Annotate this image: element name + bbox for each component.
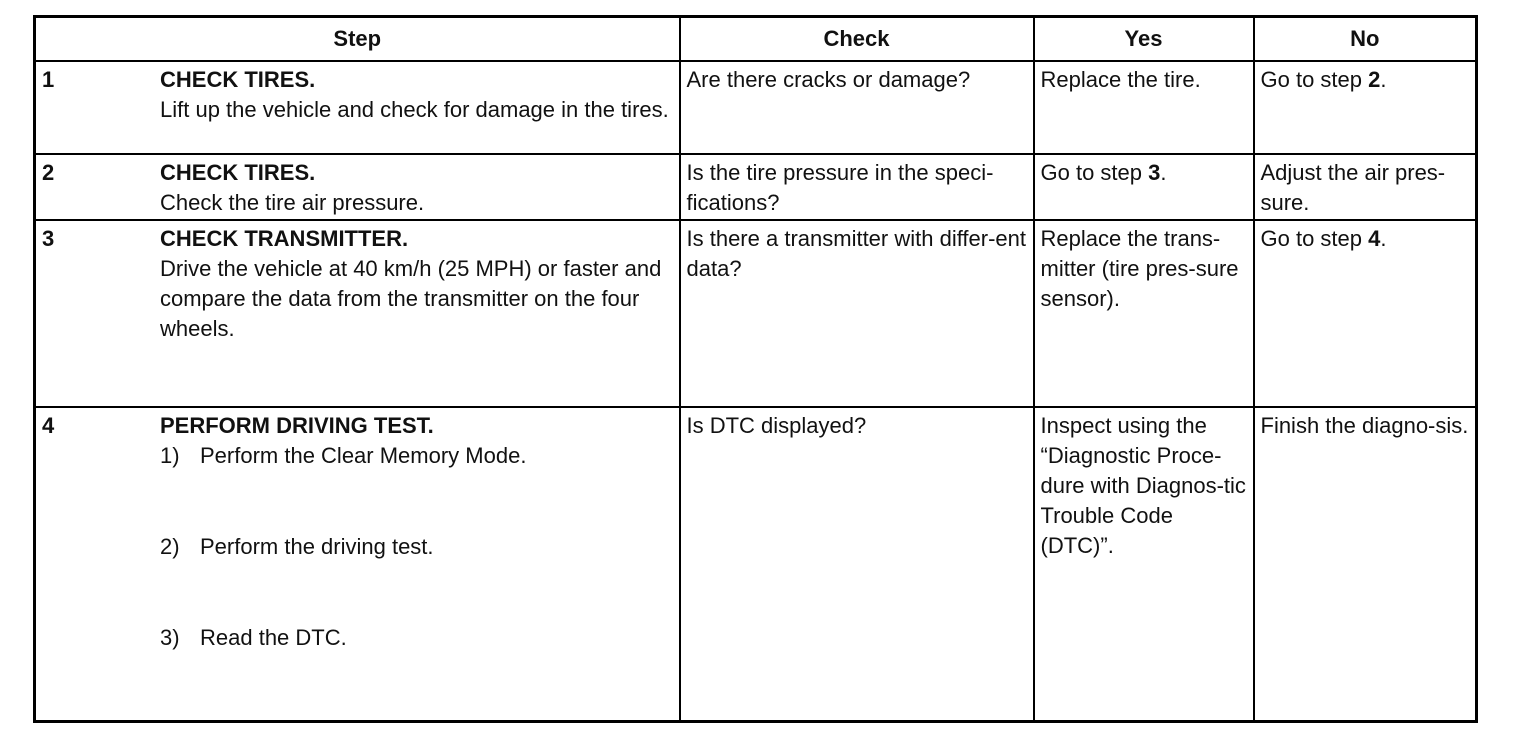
step-title: CHECK TRANSMITTER. (160, 226, 409, 252)
substep-number: 2) (160, 533, 180, 559)
step-cell (35, 407, 680, 722)
step-detail: Lift up the vehicle and check for damage in the tires. (160, 97, 669, 122)
step-cell (35, 154, 680, 220)
step-number: 2 (42, 160, 55, 186)
substep-item (160, 623, 673, 653)
header-no: No (1254, 17, 1477, 62)
no-step-ref: 4 (1368, 226, 1381, 252)
check-cell: Are there cracks or damage? (680, 61, 1034, 154)
no-suffix: . (1380, 226, 1387, 252)
yes-text: Go to step (1040, 160, 1149, 186)
substep-text: Perform the Clear Memory Mode. (200, 442, 527, 468)
substep-number: 3) (160, 624, 180, 650)
substep-text: Perform the driving test. (200, 533, 434, 559)
yes-cell: Inspect using the “Diagnostic Proce-dure with Diagnos-tic Trouble Code (DTC)”. (1034, 407, 1254, 722)
step-title: CHECK TIRES. (160, 67, 316, 92)
no-cell (1254, 220, 1477, 407)
step-number: 3 (42, 226, 55, 252)
step-cell (35, 61, 680, 154)
yes-suffix: . (1160, 160, 1167, 186)
substep-item (160, 441, 673, 471)
yes-cell: Replace the tire. (1034, 61, 1254, 154)
check-cell: Is the tire pressure in the speci-fications? (680, 154, 1034, 220)
diagnostic-table (33, 15, 1478, 723)
step-number: 1 (42, 67, 55, 92)
step-cell (35, 220, 680, 407)
step-detail: Check the tire air pressure. (160, 190, 425, 216)
yes-step-ref: 3 (1148, 160, 1161, 186)
no-text: Go to step (1260, 67, 1369, 92)
no-suffix: . (1380, 67, 1387, 92)
substep-list (160, 441, 673, 653)
table-row (35, 220, 1477, 407)
substep-text: Read the DTC. (200, 624, 347, 650)
step-title: PERFORM DRIVING TEST. (160, 412, 434, 438)
yes-cell: Replace the trans-mitter (tire pres-sure sensor). (1034, 220, 1254, 407)
step-number: 4 (42, 412, 55, 438)
no-cell (1254, 61, 1477, 154)
step-title: CHECK TIRES. (160, 160, 316, 186)
check-cell: Is DTC displayed? (680, 407, 1034, 722)
table-row (35, 407, 1477, 722)
table-row (35, 154, 1477, 220)
no-cell: Finish the diagno-sis. (1254, 407, 1477, 722)
step-detail: Drive the vehicle at 40 km/h (25 MPH) or faster and compare the data from the transmitter on the four wheels. (160, 256, 662, 342)
no-text: Go to step (1260, 226, 1369, 252)
substep-item (160, 532, 673, 562)
yes-cell (1034, 154, 1254, 220)
header-row (35, 17, 1477, 62)
no-cell: Adjust the air pres-sure. (1254, 154, 1477, 220)
header-yes: Yes (1034, 17, 1254, 62)
table-row (35, 61, 1477, 154)
substep-number: 1) (160, 442, 180, 468)
no-step-ref: 2 (1368, 67, 1381, 92)
check-cell: Is there a transmitter with differ-ent data? (680, 220, 1034, 407)
header-check: Check (680, 17, 1034, 62)
header-step: Step (35, 17, 680, 62)
